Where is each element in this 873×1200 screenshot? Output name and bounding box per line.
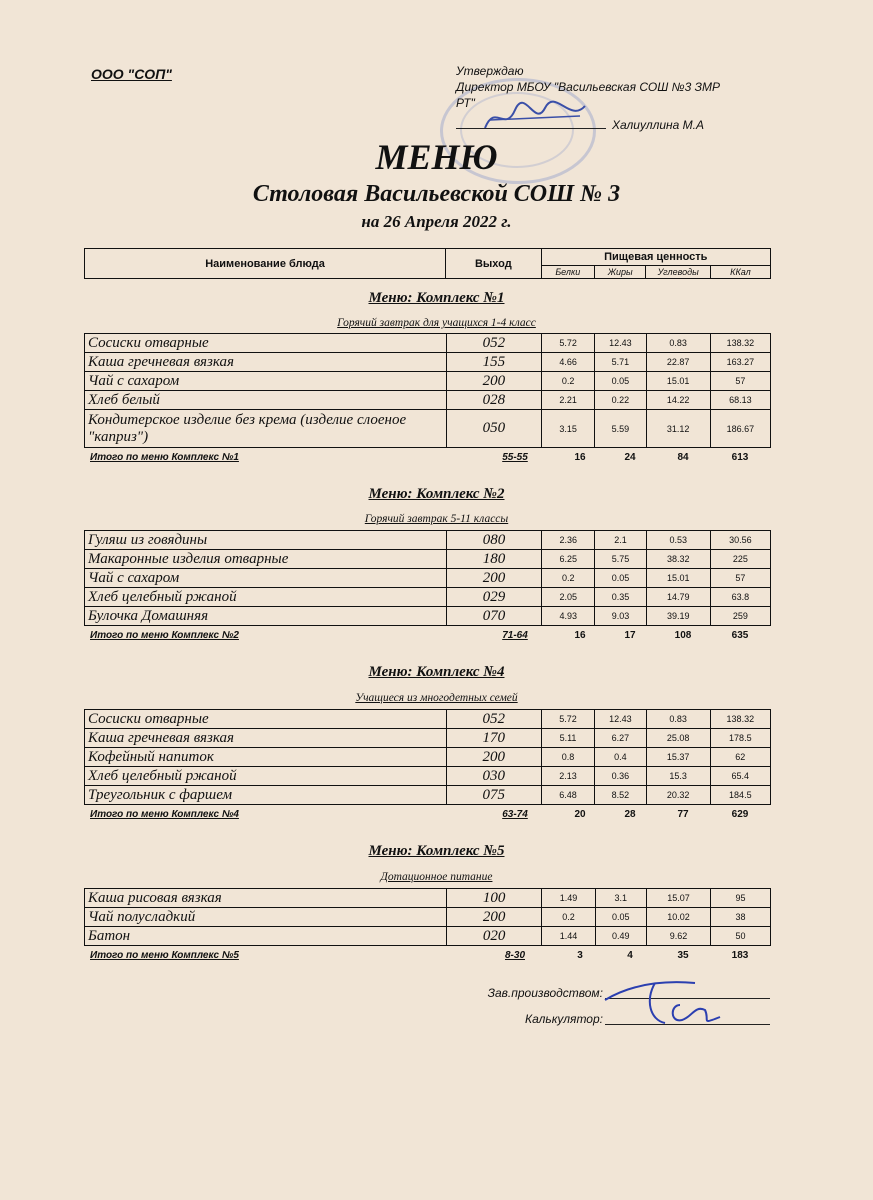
table-row — [85, 729, 771, 748]
kcal-value: 259 — [710, 607, 770, 626]
total-kcal: 183 — [731, 950, 749, 961]
fat-value: 6.27 — [595, 729, 646, 748]
protein-value: 0.8 — [541, 748, 594, 767]
kcal-value: 138.32 — [710, 334, 770, 353]
dish-name: Хлеб целебный ржаной — [85, 767, 447, 786]
kcal-value: 138.32 — [710, 710, 770, 729]
carbs-value: 15.01 — [646, 372, 710, 391]
section-title: Меню: Комплекс №1 — [368, 290, 505, 306]
table-row — [85, 607, 771, 626]
col-output-header: Выход — [446, 249, 542, 279]
section-title: Меню: Комплекс №2 — [368, 486, 505, 502]
protein-value: 2.21 — [542, 391, 595, 410]
section-subtitle: Горячий завтрак 5-11 классы — [364, 513, 509, 525]
dish-output: 070 — [446, 607, 541, 626]
table-row — [85, 588, 771, 607]
total-output: 55-55 — [502, 452, 528, 463]
total-label: Итого по меню Комплекс №1 — [90, 452, 239, 463]
kcal-value: 95 — [711, 889, 771, 908]
table-row — [85, 889, 771, 908]
total-row — [90, 630, 770, 644]
carbs-value: 0.83 — [646, 710, 710, 729]
carbs-value: 10.02 — [646, 908, 710, 927]
col-name-header: Наименование блюда — [85, 249, 446, 279]
col-fat-header: Жиры — [594, 266, 645, 279]
dish-output: 200 — [446, 748, 541, 767]
dish-name: Чай с сахаром — [85, 569, 447, 588]
page-title: МЕНЮ — [375, 137, 498, 177]
fat-value: 0.49 — [595, 927, 646, 946]
table-row — [85, 353, 771, 372]
section-title: Меню: Комплекс №4 — [368, 664, 505, 680]
protein-value: 2.36 — [542, 531, 595, 550]
table-row — [85, 908, 771, 927]
kcal-value: 178.5 — [710, 729, 770, 748]
fat-value: 0.05 — [595, 569, 646, 588]
section-subtitle: Горячий завтрак для учащихся 1-4 класс — [337, 317, 536, 329]
table-row — [85, 786, 771, 805]
kcal-value: 63.8 — [710, 588, 770, 607]
protein-value: 5.11 — [541, 729, 594, 748]
carbs-value: 25.08 — [646, 729, 710, 748]
table-row — [85, 569, 771, 588]
fat-value: 0.05 — [595, 908, 646, 927]
fat-value: 0.4 — [595, 748, 646, 767]
carbs-value: 31.12 — [646, 410, 710, 448]
dish-output: 100 — [447, 889, 542, 908]
calculator-label: Калькулятор: — [525, 1012, 603, 1026]
dish-name: Хлеб целебный ржаной — [85, 588, 447, 607]
total-output: 63-74 — [502, 809, 528, 820]
kcal-value: 38 — [711, 908, 771, 927]
menu-table — [84, 333, 771, 448]
dish-name: Каша гречневая вязкая — [85, 353, 447, 372]
total-carbs: 35 — [677, 950, 689, 961]
director-signature — [480, 98, 590, 138]
carbs-value: 0.83 — [646, 334, 710, 353]
total-fat: 4 — [627, 950, 633, 961]
dish-output: 155 — [446, 353, 541, 372]
dish-name: Треугольник с фаршем — [85, 786, 447, 805]
table-row — [85, 410, 771, 448]
dish-output: 200 — [446, 372, 541, 391]
kcal-value: 30.56 — [710, 531, 770, 550]
carbs-value: 9.62 — [646, 927, 710, 946]
table-row — [85, 391, 771, 410]
carbs-value: 38.32 — [646, 550, 710, 569]
menu-table — [84, 709, 771, 805]
carbs-value: 20.32 — [646, 786, 710, 805]
dish-name: Хлеб белый — [85, 391, 447, 410]
table-row — [85, 710, 771, 729]
table-row — [85, 334, 771, 353]
carbs-value: 15.3 — [646, 767, 710, 786]
fat-value: 5.71 — [595, 353, 646, 372]
dish-name: Гуляш из говядины — [85, 531, 447, 550]
total-fat: 24 — [624, 452, 636, 463]
production-manager-label: Зав.производством: — [487, 986, 603, 1000]
total-kcal: 629 — [731, 809, 749, 820]
table-row — [85, 550, 771, 569]
protein-value: 5.72 — [541, 710, 594, 729]
dish-output: 200 — [446, 569, 541, 588]
total-kcal: 613 — [731, 452, 749, 463]
dish-output: 020 — [447, 927, 542, 946]
protein-value: 4.93 — [542, 607, 595, 626]
menu-table — [84, 888, 771, 946]
signature-line — [456, 128, 606, 129]
section-subtitle: Учащиеся из многодетных семей — [355, 692, 518, 704]
total-row — [90, 950, 770, 964]
dish-output: 080 — [446, 531, 541, 550]
carbs-value: 14.79 — [646, 588, 710, 607]
col-nutrition-header: Пищевая ценность — [541, 249, 770, 266]
dish-name: Макаронные изделия отварные — [85, 550, 447, 569]
section-subtitle: Дотационное питание — [380, 871, 493, 883]
total-output: 71-64 — [502, 630, 528, 641]
carbs-value: 14.22 — [646, 391, 710, 410]
kcal-value: 57 — [710, 569, 770, 588]
table-row — [85, 372, 771, 391]
menu-date: на 26 Апреля 2022 г. — [361, 212, 512, 231]
col-protein-header: Белки — [541, 266, 594, 279]
approve-line: Утверждаю — [456, 64, 524, 78]
dish-name: Каша гречневая вязкая — [85, 729, 447, 748]
kcal-value: 163.27 — [710, 353, 770, 372]
total-row — [90, 809, 770, 823]
protein-value: 1.44 — [542, 927, 595, 946]
total-label: Итого по меню Комплекс №5 — [90, 950, 239, 961]
total-protein: 20 — [574, 809, 586, 820]
protein-value: 0.2 — [542, 569, 595, 588]
fat-value: 0.05 — [595, 372, 646, 391]
fat-value: 9.03 — [595, 607, 646, 626]
table-row — [85, 748, 771, 767]
carbs-value: 22.87 — [646, 353, 710, 372]
protein-value: 0.2 — [542, 372, 595, 391]
total-label: Итого по меню Комплекс №4 — [90, 809, 239, 820]
fat-value: 12.43 — [595, 334, 646, 353]
col-kcal-header: ККал — [710, 266, 770, 279]
kcal-value: 184.5 — [710, 786, 770, 805]
kcal-value: 68.13 — [710, 391, 770, 410]
col-carbs-header: Углеводы — [646, 266, 711, 279]
carbs-value: 15.01 — [646, 569, 710, 588]
dish-name: Кофейный напиток — [85, 748, 447, 767]
total-label: Итого по меню Комплекс №2 — [90, 630, 239, 641]
dish-name: Сосиски отварные — [85, 334, 447, 353]
fat-value: 2.1 — [595, 531, 646, 550]
total-carbs: 77 — [677, 809, 689, 820]
total-protein: 16 — [574, 452, 586, 463]
total-protein: 16 — [574, 630, 586, 641]
table-row — [85, 531, 771, 550]
fat-value: 0.36 — [595, 767, 646, 786]
dish-output: 052 — [446, 334, 541, 353]
total-kcal: 635 — [731, 630, 749, 641]
dish-name: Булочка Домашняя — [85, 607, 447, 626]
table-row — [85, 767, 771, 786]
dish-output: 029 — [446, 588, 541, 607]
approve-line: РТ" — [456, 96, 475, 110]
total-carbs: 84 — [677, 452, 689, 463]
kcal-value: 225 — [710, 550, 770, 569]
carbs-value: 15.37 — [646, 748, 710, 767]
total-fat: 28 — [624, 809, 636, 820]
protein-value: 3.15 — [542, 410, 595, 448]
fat-value: 8.52 — [595, 786, 646, 805]
dish-output: 050 — [446, 410, 541, 448]
total-protein: 3 — [577, 950, 583, 961]
dish-name: Кондитерское изделие без крема (изделие слоеное "каприз") — [85, 410, 447, 448]
carbs-value: 15.07 — [646, 889, 710, 908]
table-row — [85, 927, 771, 946]
dish-output: 052 — [446, 710, 541, 729]
fat-value: 5.59 — [595, 410, 646, 448]
menu-table — [84, 530, 771, 626]
fat-value: 3.1 — [595, 889, 646, 908]
kcal-value: 50 — [711, 927, 771, 946]
table-header — [84, 248, 771, 279]
protein-value: 6.48 — [541, 786, 594, 805]
protein-value: 5.72 — [542, 334, 595, 353]
dish-name: Чай с сахаром — [85, 372, 447, 391]
organization-name: ООО "СОП" — [91, 66, 172, 82]
director-name: Халиуллина М.А — [612, 118, 705, 132]
dish-output: 180 — [446, 550, 541, 569]
manager-signature — [600, 975, 730, 1030]
fat-value: 0.22 — [595, 391, 646, 410]
section-title: Меню: Комплекс №5 — [368, 843, 505, 859]
fat-value: 0.35 — [595, 588, 646, 607]
kcal-value: 186.67 — [710, 410, 770, 448]
kcal-value: 65.4 — [710, 767, 770, 786]
protein-value: 1.49 — [542, 889, 595, 908]
total-fat: 17 — [624, 630, 636, 641]
dish-output: 170 — [446, 729, 541, 748]
fat-value: 5.75 — [595, 550, 646, 569]
protein-value: 4.66 — [542, 353, 595, 372]
total-carbs: 108 — [674, 630, 692, 641]
carbs-value: 39.19 — [646, 607, 710, 626]
fat-value: 12.43 — [595, 710, 646, 729]
protein-value: 2.05 — [542, 588, 595, 607]
protein-value: 2.13 — [541, 767, 594, 786]
protein-value: 6.25 — [542, 550, 595, 569]
dish-output: 030 — [446, 767, 541, 786]
carbs-value: 0.53 — [646, 531, 710, 550]
protein-value: 0.2 — [542, 908, 595, 927]
dish-name: Чай полусладкий — [85, 908, 447, 927]
dish-name: Каша рисовая вязкая — [85, 889, 447, 908]
kcal-value: 57 — [710, 372, 770, 391]
kcal-value: 62 — [710, 748, 770, 767]
dish-output: 200 — [447, 908, 542, 927]
dish-output: 075 — [446, 786, 541, 805]
dish-name: Сосиски отварные — [85, 710, 447, 729]
dish-output: 028 — [446, 391, 541, 410]
total-output: 8-30 — [504, 950, 525, 961]
approve-line: Директор МБОУ "Васильевская СОШ №3 ЗМР — [456, 80, 720, 94]
page-subtitle: Столовая Васильевской СОШ № 3 — [252, 181, 621, 207]
dish-name: Батон — [85, 927, 447, 946]
total-row — [90, 452, 770, 466]
